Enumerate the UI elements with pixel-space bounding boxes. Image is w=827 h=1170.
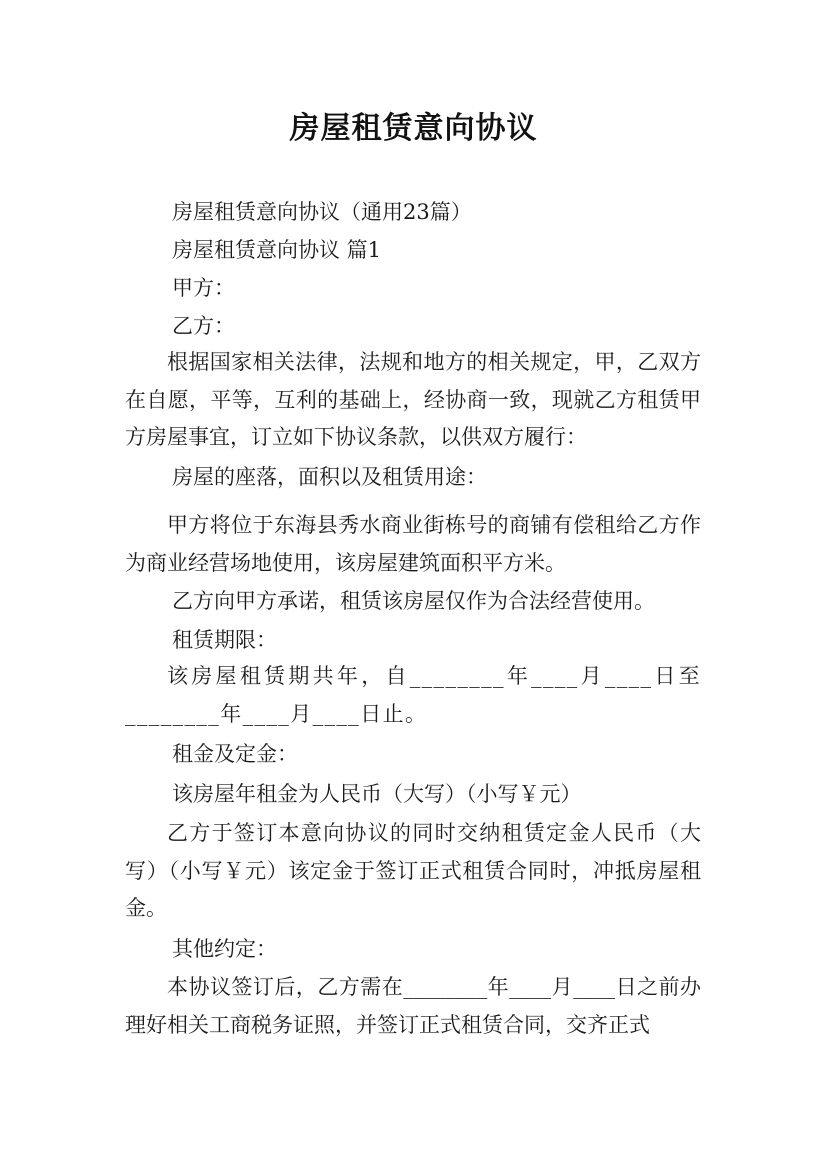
paragraph-preamble: 根据国家相关法律，法规和地方的相关规定，甲，乙双方在自愿，平等，互利的基础上，经协商一致，现就乙方租赁甲方房屋事宜，订立如下协议条款，以供双方履行： [125,350,701,449]
clause-heading-rent: 租金及定金： [172,742,298,766]
paragraph-commitment: 乙方向甲方承诺，租赁该房屋仅作为合法经营使用。 [172,589,655,613]
subtitle-line: 房屋租赁意向协议（通用23篇） [172,200,472,224]
paragraph-annual-rent: 该房屋年租金为人民币（大写）（小写￥元） [172,782,582,806]
party-b-line: 乙方： [172,314,235,338]
document-title: 房屋租赁意向协议 [289,111,538,146]
paragraph-deposit: 乙方于签订本意向协议的同时交纳租赁定金人民币（大写）（小写￥元）该定金于签订正式租赁合同时，冲抵房屋租金。 [125,821,701,920]
clause-heading-term: 租赁期限： [172,628,277,652]
party-a-line: 甲方： [172,276,235,300]
clause-heading-location: 房屋的座落，面积以及租赁用途： [172,465,487,489]
paragraph-location: 甲方将位于东海县秀水商业街栋号的商铺有偿租给乙方作为商业经营场地使用，该房屋建筑面积平方米。 [125,513,701,575]
section-heading: 房屋租赁意向协议 篇1 [172,238,382,262]
clause-heading-other: 其他约定： [172,937,277,961]
paragraph-term: 该房屋租赁期共年，自________年____月____日至________年____月____日止。 [125,664,701,726]
paragraph-other: 本协议签订后，乙方需在________年____月____日之前办理好相关工商税务证照，并签订正式租赁合同，交齐正式 [125,975,701,1037]
